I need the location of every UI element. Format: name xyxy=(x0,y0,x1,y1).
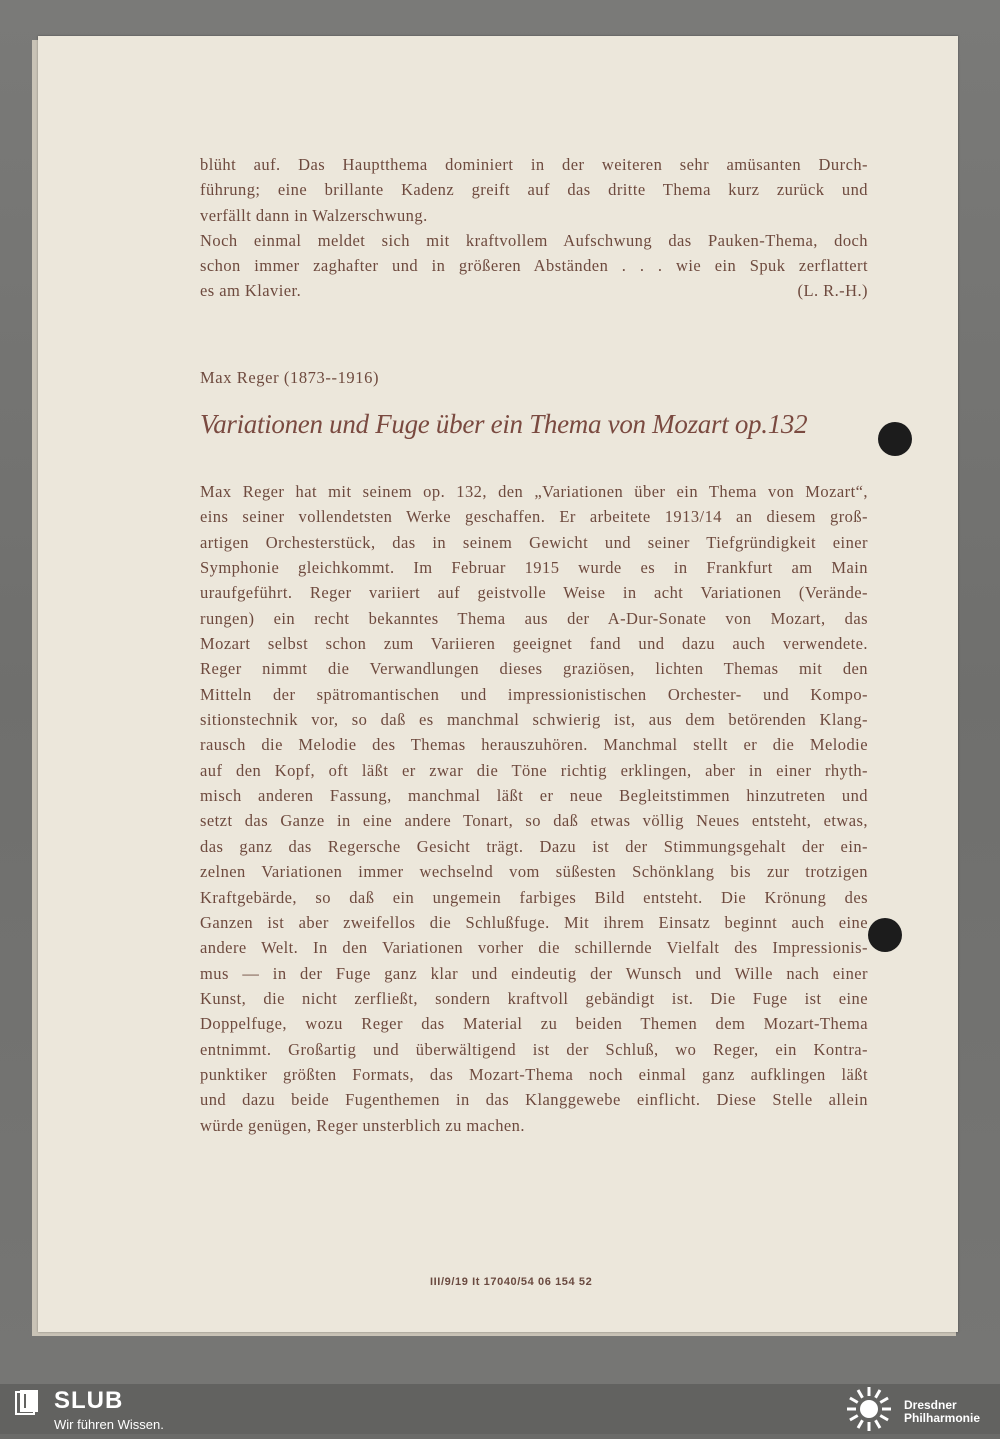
text-line: punktiker größten Formats, das Mozart-Thema noch einmal ganz aufklingen läßt xyxy=(200,1064,868,1084)
text-line: Ganzen ist aber zweifellos die Schlußfuge. Mit ihrem Einsatz beginnt auch eine xyxy=(200,912,868,932)
text-line: eins seiner vollendetsten Werke geschaffen. Er arbeitete 1913/14 an diesem groß- xyxy=(200,507,868,527)
text-line: mus — in der Fuge ganz klar und eindeutig der Wunsch und Wille nach einer xyxy=(200,963,868,983)
text-line: uraufgeführt. Reger variiert auf geistvolle Weise in acht Variationen (Verände- xyxy=(200,583,868,603)
partner-name-line2: Philharmonie xyxy=(904,1411,981,1425)
text-line: sitionstechnik vor, so daß es manchmal schwierig ist, aus dem betörenden Klang- xyxy=(200,710,868,730)
body-text xyxy=(200,479,868,1138)
punch-hole xyxy=(868,918,902,952)
intro-paragraph xyxy=(200,152,868,304)
slub-logo-icon[interactable] xyxy=(14,1390,42,1421)
text-line: rausch die Melodie des Themas herauszuhören. Manchmal stellt er die Melodie xyxy=(200,735,868,755)
text-line: Mozart selbst schon zum Variieren geeignet fand und dazu auch verwendete. xyxy=(200,634,868,654)
partner-name-line1: Dresdner xyxy=(904,1398,957,1412)
text-line: auf den Kopf, oft läßt er zwar die Töne richtig erklingen, aber in einer rhyth- xyxy=(200,760,868,780)
text-line: andere Welt. In den Variationen vorher die schillernde Vielfalt des Impressionis- xyxy=(200,938,868,958)
text-line: Kraftgebärde, so daß ein ungemein farbiges Bild entsteht. Die Krönung des xyxy=(200,887,868,907)
library-tagline: Wir führen Wissen. xyxy=(54,1417,164,1432)
punch-hole xyxy=(878,422,912,456)
text-line: und dazu beide Fugenthemen in das Klanggewebe einflicht. Diese Stelle allein xyxy=(200,1090,868,1110)
text-line: Noch einmal meldet sich mit kraftvollem Aufschwung das Pauken-Thema, doch xyxy=(200,230,868,250)
text-line: artigen Orchesterstück, das in seinem Gewicht und seiner Tiefgründigkeit einer xyxy=(200,532,868,552)
library-name[interactable]: SLUB xyxy=(54,1387,124,1414)
text-line: führung; eine brillante Kadenz greift auf das dritte Thema kurz zurück und xyxy=(200,180,868,200)
dresdner-philharmonie-logo-icon[interactable] xyxy=(842,1384,896,1439)
text-line: Symphonie gleichkommt. Im Februar 1915 wurde es in Frankfurt am Main xyxy=(200,558,868,578)
text-line: verfällt dann in Walzerschwung. xyxy=(200,205,428,225)
text-line: entnimmt. Großartig und überwältigend ist der Schluß, wo Reger, ein Kontra- xyxy=(200,1039,868,1059)
text-line: schon immer zaghafter und in größeren Abständen . . . wie ein Spuk zerflattert xyxy=(200,256,868,276)
composer-heading: Max Reger (1873--1916) xyxy=(200,368,380,387)
viewer-footer xyxy=(0,1384,1000,1434)
page-content xyxy=(200,152,868,1135)
signoff-row xyxy=(200,278,868,303)
text-line: das ganz das Regersche Gesicht trägt. Dazu ist der Stimmungsgehalt der ein- xyxy=(200,836,868,856)
text-line: Doppelfuge, wozu Reger das Material zu beiden Themen dem Mozart-Thema xyxy=(200,1014,868,1034)
text-line: Reger nimmt die Verwandlungen dieses graziösen, lichten Themas mit den xyxy=(200,659,868,679)
body-paragraph xyxy=(200,479,868,1138)
print-code: III/9/19 It 17040/54 06 154 52 xyxy=(430,1276,593,1288)
text-line: Kunst, die nicht zerfließt, sondern kraftvoll gebändigt ist. Die Fuge ist eine xyxy=(200,988,868,1008)
text-line: rungen) ein recht bekanntes Thema aus der A-Dur-Sonate von Mozart, das xyxy=(200,608,868,628)
text-line: misch anderen Fassung, manchmal läßt er neue Begleitstimmen hinzutreten und xyxy=(200,786,868,806)
text-line: es am Klavier. xyxy=(200,281,302,301)
work-title: Variationen und Fuge über ein Thema von Mozart op.132 xyxy=(200,409,808,439)
text-line: blüht auf. Das Hauptthema dominiert in der weiteren sehr amüsanten Durch- xyxy=(200,155,868,174)
text-line: Mitteln der spätromantischen und impressionistischen Orchester- und Kompo- xyxy=(200,684,868,704)
text-line: zelnen Variationen immer wechselnd vom süßesten Schönklang bis zur trotzigen xyxy=(200,862,868,882)
author-signoff: (L. R.-H.) xyxy=(797,281,868,301)
text-line: setzt das Ganze in eine andere Tonart, so daß etwas völlig Neues entsteht, etwas, xyxy=(200,811,868,831)
partner-name[interactable] xyxy=(904,1399,980,1425)
text-line: Max Reger hat mit seinem op. 132, den „Variationen über ein Thema von Mozart“, xyxy=(200,482,868,501)
text-line: würde genügen, Reger unsterblich zu machen. xyxy=(200,1115,525,1135)
